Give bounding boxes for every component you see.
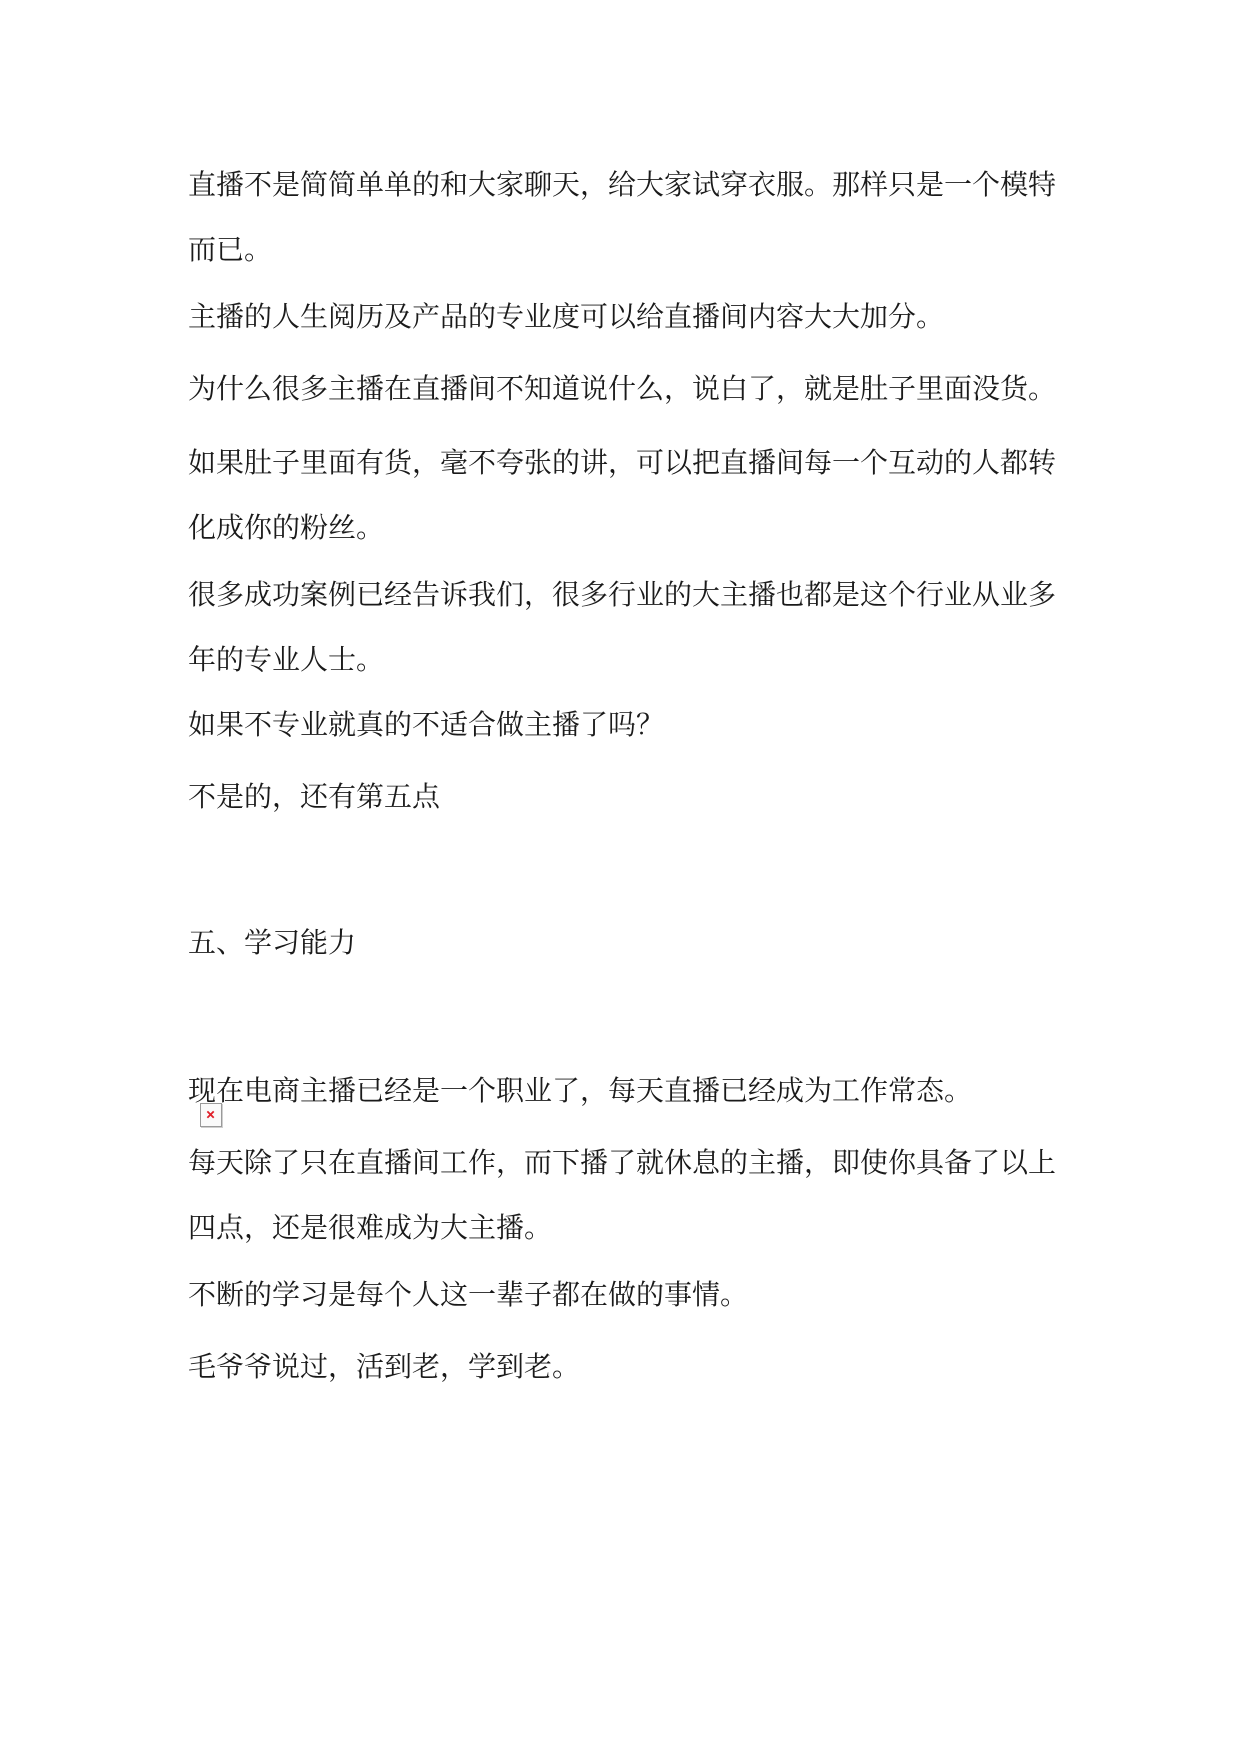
paragraph-4: 如果肚子里面有货，毫不夸张的讲，可以把直播间每一个互动的人都转化成你的粉丝。 — [188, 446, 1057, 544]
paragraph-10: 不断的学习是每个人这一辈子都在做的事情。 — [188, 1278, 749, 1311]
paragraph-1: 直播不是简简单单的和大家聊天，给大家试穿衣服。那样只是一个模特而已。 — [188, 168, 1057, 266]
paragraph-3: 为什么很多主播在直播间不知道说什么，说白了，就是肚子里面没货。 — [188, 372, 1057, 405]
paragraph-7: 不是的，还有第五点 — [188, 780, 441, 813]
paragraph-5: 很多成功案例已经告诉我们，很多行业的大主播也都是这个行业从业多年的专业人士。 — [188, 578, 1057, 676]
paragraph-11: 毛爷爷说过，活到老，学到老。 — [188, 1350, 581, 1383]
paragraph-6: 如果不专业就真的不适合做主播了吗？ — [188, 708, 665, 741]
section-heading: 五、学习能力 — [188, 926, 357, 959]
paragraph-9: 每天除了只在直播间工作，而下播了就休息的主播，即使你具备了以上四点，还是很难成为大主播。 — [188, 1146, 1057, 1244]
paragraph-2: 主播的人生阅历及产品的专业度可以给直播间内容大大加分。 — [188, 300, 945, 333]
paragraph-8: 现在电商主播已经是一个职业了，每天直播已经成为工作常态。 — [188, 1074, 973, 1107]
